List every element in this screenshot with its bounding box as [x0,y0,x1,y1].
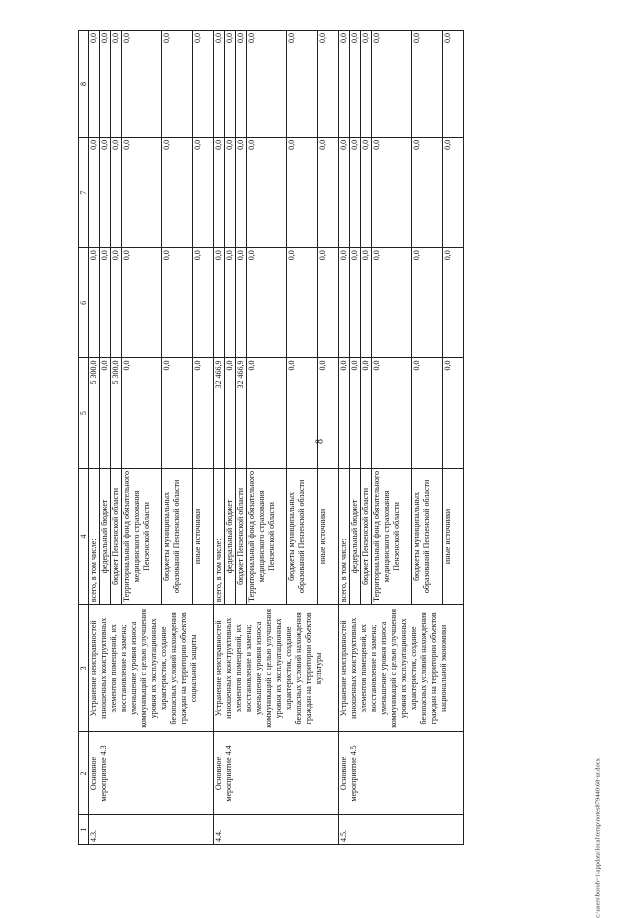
value-cell: 0,0 [350,31,361,138]
funding-source: Территориальный фонд обязательного медицинского страхования Пензенской области [372,468,412,604]
value-cell: 0,0 [193,248,214,358]
value-cell: 0,0 [361,137,372,247]
funding-source: Территориальный фонд обязательного медицинского страхования Пензенской области [247,468,287,604]
section-number: 4.4. [214,815,339,845]
value-cell: 0,0 [89,137,100,247]
value-cell: 32 466,9 [214,358,225,468]
measure-name: Основное мероприятие 4.3 [89,732,214,815]
footer-file-path: c:\users\boroh~1\appdata\local\temp\notes879440\68-ur.docx [594,758,602,918]
value-cell: 0,0 [412,31,443,138]
funding-source: бюджет Пензенской области [111,468,122,604]
value-cell: 0,0 [287,358,318,468]
table-header [79,31,89,845]
funding-source: иные источники [318,468,339,604]
value-cell: 5 300,0 [111,358,122,468]
value-cell: 0,0 [412,248,443,358]
value-cell: 0,0 [361,31,372,138]
value-cell: 0,0 [372,358,412,468]
measure-name: Основное мероприятие 4.5 [339,732,464,815]
value-cell: 0,0 [111,137,122,247]
value-cell: 0,0 [412,137,443,247]
value-cell: 0,0 [162,31,193,138]
header-row [79,31,89,845]
measure-description: Устранение неисправностей изношенных конструктивных элементов помещений, их восстановление и замена; уменьшение уровня износа коммуникаций с целью улучшения уровня их эксплуатационных характеристик, создание безопасных условий нахождения граждан на территории объектов культуры [214,605,339,732]
page-number: 8 [314,439,326,444]
rotated-table-wrapper [78,30,588,845]
section-number: 4.5. [339,815,464,845]
value-cell: 0,0 [236,248,247,358]
value-cell: 0,0 [350,137,361,247]
value-cell: 0,0 [122,248,162,358]
header-col-4: 4 [79,468,89,604]
value-cell: 0,0 [247,248,287,358]
value-cell: 0,0 [225,248,236,358]
funding-source: иные источники [443,468,464,604]
funding-source: бюджеты муниципальных образований Пензенской области [412,468,443,604]
header-col-1: 1 [79,815,89,845]
value-cell: 0,0 [339,248,350,358]
table-row [89,31,100,845]
value-cell: 5 300,0 [89,358,100,468]
funding-source: федеральный бюджет [100,468,111,604]
value-cell: 0,0 [162,358,193,468]
header-col-8: 8 [79,31,89,138]
value-cell: 32 466,9 [236,358,247,468]
value-cell: 0,0 [193,31,214,138]
funding-source: всего, в том числе: [339,468,350,604]
value-cell: 0,0 [443,358,464,468]
header-col-5: 5 [79,358,89,468]
funding-source: бюджет Пензенской области [361,468,372,604]
table-row [339,31,350,845]
value-cell: 0,0 [372,31,412,138]
value-cell: 0,0 [122,358,162,468]
value-cell: 0,0 [162,248,193,358]
value-cell: 0,0 [350,358,361,468]
header-col-6: 6 [79,248,89,358]
funding-source: всего, в том числе: [89,468,100,604]
table-body [89,31,464,845]
value-cell: 0,0 [225,137,236,247]
value-cell: 0,0 [361,248,372,358]
value-cell: 0,0 [111,31,122,138]
value-cell: 0,0 [100,358,111,468]
value-cell: 0,0 [443,137,464,247]
value-cell: 0,0 [318,358,339,468]
value-cell: 0,0 [236,137,247,247]
funding-source: всего, в том числе: [214,468,225,604]
value-cell: 0,0 [372,248,412,358]
value-cell: 0,0 [350,248,361,358]
table-row [214,31,225,845]
value-cell: 0,0 [225,31,236,138]
value-cell: 0,0 [214,248,225,358]
value-cell: 0,0 [339,358,350,468]
value-cell: 0,0 [318,31,339,138]
value-cell: 0,0 [111,248,122,358]
value-cell: 0,0 [100,137,111,247]
value-cell: 0,0 [225,358,236,468]
section-number: 4.3. [89,815,214,845]
value-cell: 0,0 [339,31,350,138]
funding-source: Территориальный фонд обязательного медицинского страхования Пензенской области [122,468,162,604]
value-cell: 0,0 [287,248,318,358]
funding-source: бюджеты муниципальных образований Пензенской области [162,468,193,604]
value-cell: 0,0 [287,137,318,247]
value-cell: 0,0 [214,137,225,247]
funding-table [78,30,464,845]
value-cell: 0,0 [89,248,100,358]
value-cell: 0,0 [162,137,193,247]
value-cell: 0,0 [100,31,111,138]
value-cell: 0,0 [443,31,464,138]
header-col-3: 3 [79,605,89,732]
funding-source: федеральный бюджет [350,468,361,604]
value-cell: 0,0 [236,31,247,138]
funding-source: иные источники [193,468,214,604]
value-cell: 0,0 [100,248,111,358]
funding-source: бюджеты муниципальных образований Пензенской области [287,468,318,604]
funding-source: бюджет Пензенской области [236,468,247,604]
funding-source: федеральный бюджет [225,468,236,604]
value-cell: 0,0 [214,31,225,138]
value-cell: 0,0 [318,137,339,247]
value-cell: 0,0 [193,358,214,468]
value-cell: 0,0 [247,137,287,247]
value-cell: 0,0 [339,137,350,247]
value-cell: 0,0 [443,248,464,358]
value-cell: 0,0 [361,358,372,468]
value-cell: 0,0 [247,358,287,468]
value-cell: 0,0 [412,358,443,468]
value-cell: 0,0 [122,31,162,138]
value-cell: 0,0 [122,137,162,247]
measure-description: Устранение неисправностей изношенных конструктивных элементов помещений, их восстановление и замена; уменьшение уровня износа коммуникаций с целью улучшения уровня их эксплуатационных характеристик, создание безопасных условий нахождения граждан на территории объектов социальной защиты [89,605,214,732]
header-col-2: 2 [79,732,89,815]
value-cell: 0,0 [287,31,318,138]
value-cell: 0,0 [318,248,339,358]
value-cell: 0,0 [372,137,412,247]
header-col-7: 7 [79,137,89,247]
value-cell: 0,0 [89,31,100,138]
value-cell: 0,0 [193,137,214,247]
measure-description: Устранение неисправностей изношенных конструктивных элементов помещений, их восстановление и замена; уменьшение уровня износа коммуникаций с целью улучшения уровня их эксплуатационных характеристик, создание безопасных условий нахождения граждан на территории объектов национальной экономики [339,605,464,732]
value-cell: 0,0 [247,31,287,138]
measure-name: Основное мероприятие 4.4 [214,732,339,815]
